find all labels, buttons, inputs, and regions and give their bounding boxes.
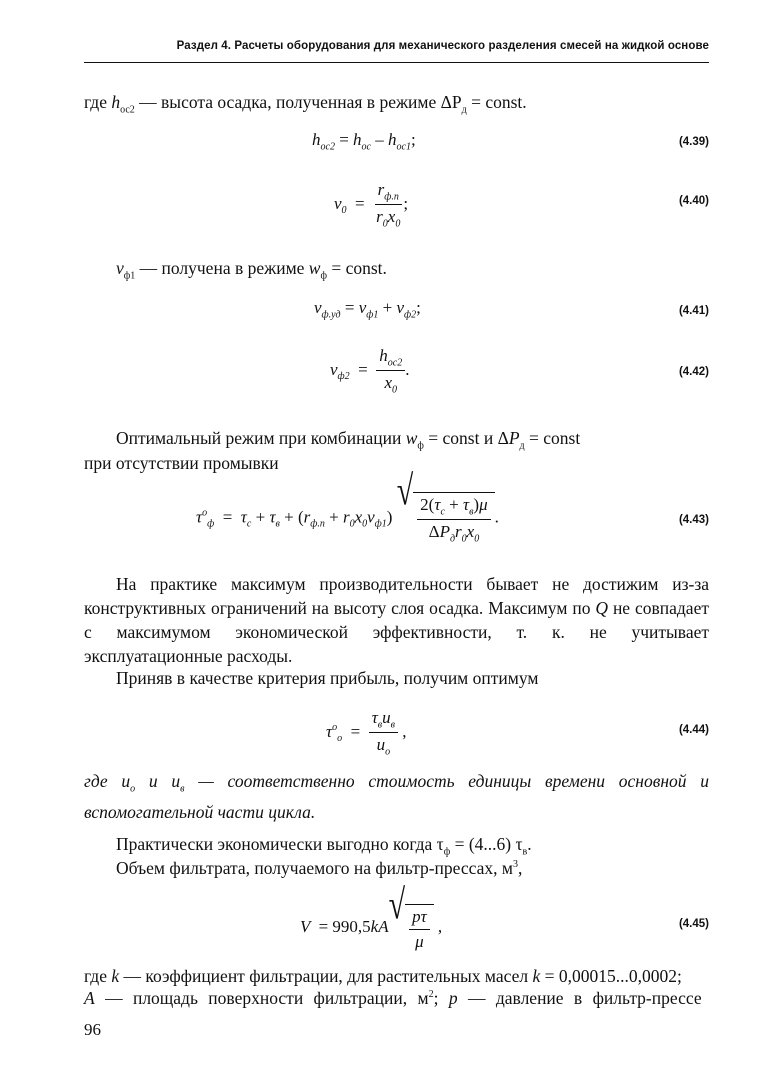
intro-line: где $h_{ос2}$ — высота осадка, полученная в режиме $\Delta P_д$ = const.	[84, 92, 527, 116]
equation-4-41: $v_{ф.уд} = v_{ф1} + v_{ф2}$;	[314, 298, 421, 321]
paragraph-practice: На практике максимум производительности бывает не достижим из-за конструктивных ограничений на высоту слоя осадка. Максимум по Q не совпадает с максимумом экономической эффективности, т. к. не учитывает эксплуатационные расходы.	[84, 574, 709, 666]
equation-4-43: $\tau^о_ф = \tau_с + \tau_в + (r_{ф.п} + r_0x_0v_{ф1})$ √ $\frac{2(\tau_с + \tau_в)\mu}{\Delta P_дr_0x_0}$ .	[196, 468, 499, 545]
equation-4-42: $v_{ф2}$ = $\frac{h_{ос2}}{x_0}$ .	[330, 346, 410, 396]
running-header: Раздел 4. Расчеты оборудования для механического разделения смесей на жидкой основе	[176, 40, 709, 52]
equation-4-39: $h_{ос2} = h_{ос} - h_{ос1}$;	[312, 130, 416, 153]
equation-number: (4.44)	[678, 724, 709, 736]
equation-4-44: $\tau^о_о$ = $\frac{\tau_вu_в}{u_о}$ ,	[326, 708, 407, 758]
equation-4-45: V = 990,5kA √ $\frac{p\tau}{\mu}$ ,	[300, 882, 443, 951]
equation-number: (4.42)	[678, 366, 709, 378]
final-line-2: A — площадь поверхности фильтрации, $м^2$; p — давление в фильтр-прессе	[84, 988, 702, 1008]
equation-number: (4.39)	[678, 136, 709, 148]
paragraph-volume: Объем фильтрата, получаемого на фильтр-прессах, $м^3$,	[116, 858, 523, 878]
equation-4-40: $v_0$ = $\frac{r_{ф.п}}{r_0x_0}$ ;	[334, 180, 409, 230]
paragraph-profit: Приняв в качестве критерия прибыль, получим оптимум	[116, 668, 539, 688]
header-rule	[84, 62, 709, 63]
equation-number: (4.40)	[678, 195, 709, 207]
note-costs: где $u_о$ и $u_в$ — соответственно стоимость единицы времени основной и вспомогательной части цикла.	[84, 771, 710, 822]
line-vf1: $v_{ф1}$ — получена в режиме $w_ф$ = const.	[116, 258, 387, 282]
equation-number: (4.45)	[678, 918, 709, 930]
equation-number: (4.41)	[678, 305, 709, 317]
paragraph-optimal: Оптимальный режим при комбинации $w_ф$ = const и $\Delta P_д$ = const при отсутствии промывки	[84, 428, 581, 473]
paragraph-econ: Практически экономически выгодно когда $\tau_ф = (4...6)$ $\tau_в$.	[116, 834, 532, 858]
page-number: 96	[84, 1020, 101, 1039]
equation-number: (4.43)	[678, 514, 709, 526]
final-line-1: где k — коэффициент фильтрации, для растительных масел k = 0,00015...0,0002;	[84, 966, 682, 986]
